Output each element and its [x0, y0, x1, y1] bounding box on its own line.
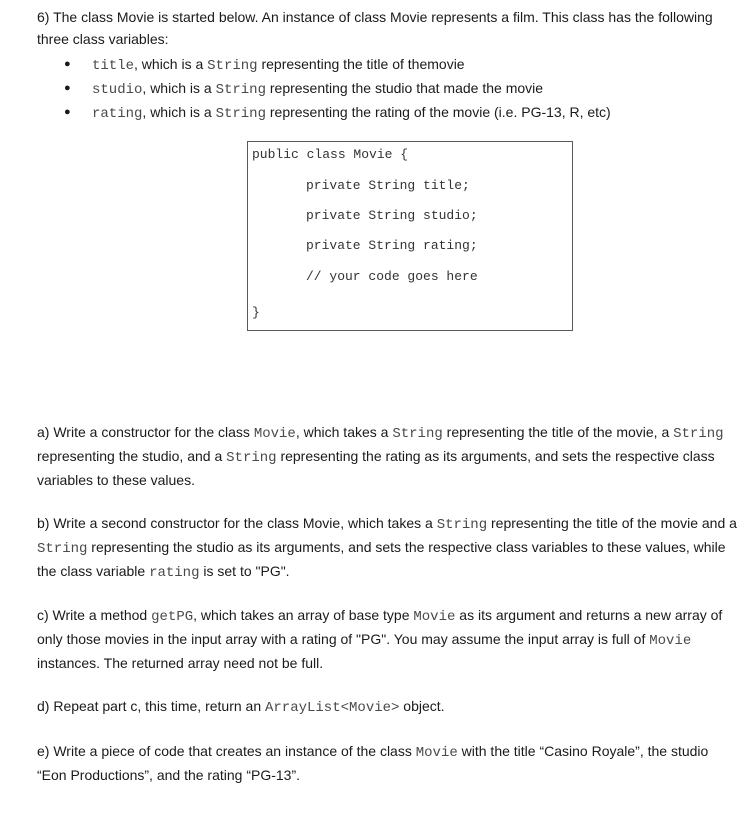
- code-field-studio: private String studio;: [306, 208, 478, 223]
- part-e: e) Write a piece of code that creates an instance of the class Movie with the title “Casino Royale”, the studio “Eon Productions”, and the rating “PG-13”.: [37, 743, 709, 783]
- code-field-title: private String title;: [306, 178, 470, 193]
- list-item-rating: ● rating, which is a String representing the rating of the movie (i.e. PG-13, R, etc): [64, 101, 724, 125]
- question-number: 6): [37, 9, 50, 25]
- code-class-header: public class Movie {: [252, 147, 409, 162]
- code-comment: // your code goes here: [306, 269, 478, 284]
- var-name: title: [92, 58, 135, 74]
- list-item-studio: ● studio, which is a String representing the studio that made the movie: [64, 77, 724, 101]
- type-name: String: [207, 58, 258, 74]
- code-field-rating: private String rating;: [306, 238, 478, 253]
- part-a: a) Write a constructor for the class Movie, which takes a String representing the title of the movie, a String representing the studio, and a String representing the rating as its arguments, and sets the respective class variables to these values.: [37, 424, 724, 488]
- intro-text: The class Movie is started below. An instance of class Movie represents a film. This class has the following three class variables:: [37, 9, 713, 47]
- part-d: d) Repeat part c, this time, return an ArrayList<Movie> object.: [37, 698, 445, 716]
- code-closing-brace: }: [252, 305, 260, 320]
- var-name: rating: [92, 106, 143, 122]
- question-intro: [37, 6, 727, 50]
- code-block: [247, 141, 573, 331]
- var-name: studio: [92, 82, 143, 98]
- class-variable-list: [64, 53, 724, 125]
- part-c: c) Write a method getPG, which takes an array of base type Movie as its argument and returns a new array of only those movies in the input array with a rating of "PG". You may assume the input array is full of Movie instances. The returned array need not be full.: [37, 607, 723, 671]
- type-name: String: [215, 106, 266, 122]
- part-b: b) Write a second constructor for the class Movie, which takes a String representing the title of the movie and a String representing the studio as its arguments, and sets the respective class variables to these values, while the class variable rating is set to "PG".: [37, 515, 737, 581]
- list-item-title: ● title, which is a String representing the title of themovie: [64, 53, 724, 77]
- type-name: String: [215, 82, 266, 98]
